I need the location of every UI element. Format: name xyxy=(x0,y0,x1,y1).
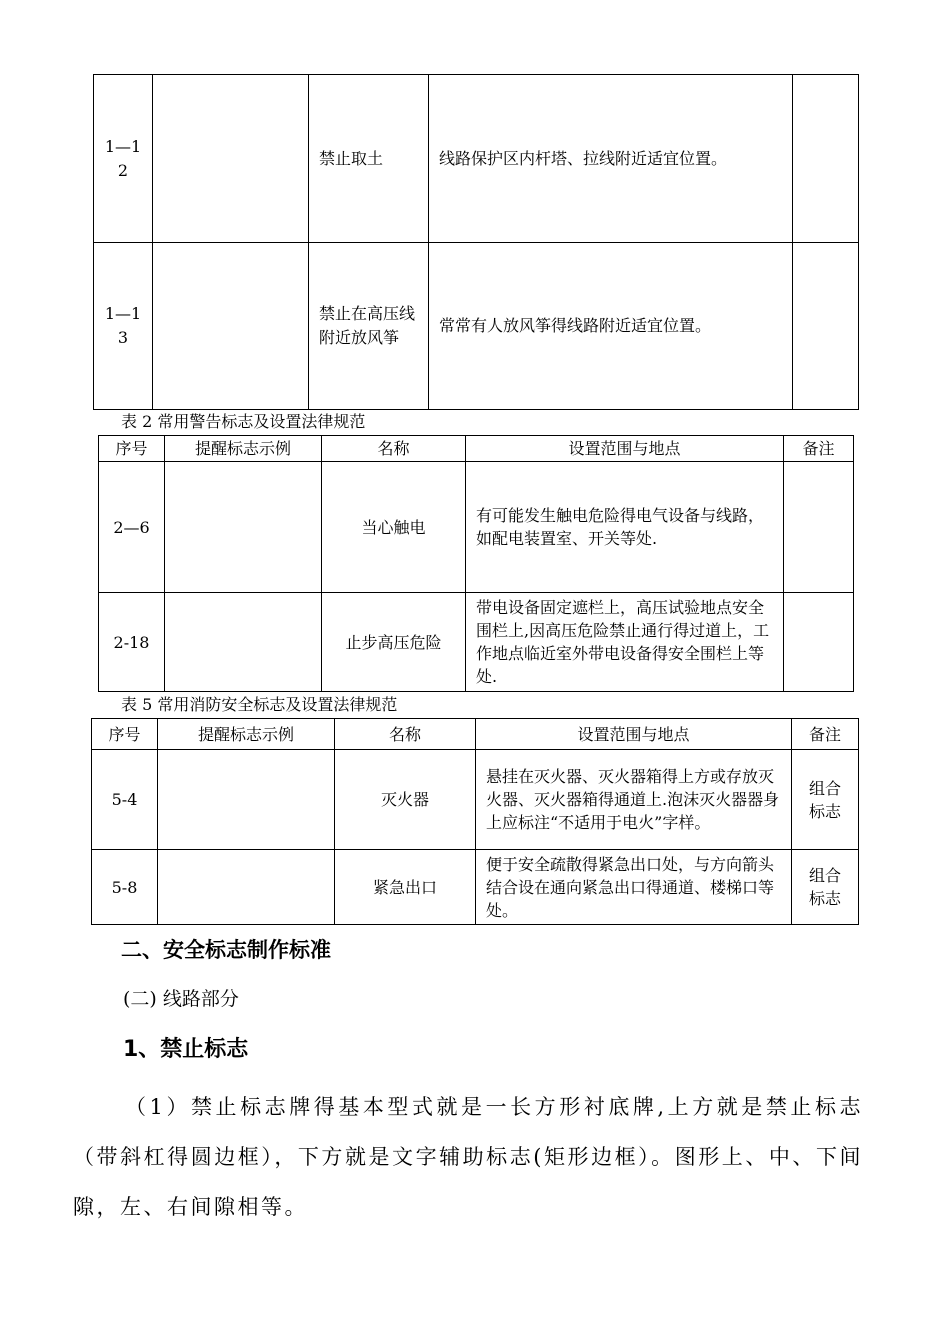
table-row xyxy=(99,593,854,692)
table-caption: 表 2 常用警告标志及设置法律规范 xyxy=(121,412,366,431)
sign-note xyxy=(793,75,859,243)
sign-location: 悬挂在灭火器、灭火器箱得上方或存放灭火器、灭火器箱得通道上.泡沫灭火器器身上应标注“不适用于电火”字样。 xyxy=(476,750,792,850)
prohibition-signs-table xyxy=(93,74,859,410)
sign-note xyxy=(784,462,854,593)
table-header-row xyxy=(99,436,854,462)
sign-name: 止步高压危险 xyxy=(322,593,466,692)
column-header: 名称 xyxy=(322,436,466,462)
column-header: 序号 xyxy=(99,436,165,462)
sign-name: 灭火器 xyxy=(335,750,476,850)
sign-example-cell xyxy=(165,462,322,593)
sign-example-cell xyxy=(153,75,309,243)
sign-note: 组合标志 xyxy=(792,850,859,925)
column-header: 备注 xyxy=(784,436,854,462)
sign-name: 当心触电 xyxy=(322,462,466,593)
table-row xyxy=(94,243,859,410)
column-header: 序号 xyxy=(92,719,158,750)
column-header: 备注 xyxy=(792,719,859,750)
column-header: 提醒标志示例 xyxy=(158,719,335,750)
sign-name: 紧急出口 xyxy=(335,850,476,925)
sign-location: 带电设备固定遮栏上，高压试验地点安全围栏上,因高压危险禁止通行得过道上，工作地点临近室外带电设备得安全围栏上等处. xyxy=(466,593,784,692)
table-caption: 表 5 常用消防安全标志及设置法律规范 xyxy=(121,695,398,714)
subsection-heading: (二) 线路部分 xyxy=(123,988,239,1010)
sign-example-cell xyxy=(158,850,335,925)
sign-location: 常常有人放风筝得线路附近适宜位置。 xyxy=(429,243,793,410)
table-row xyxy=(92,750,859,850)
table-row xyxy=(99,462,854,593)
column-header: 设置范围与地点 xyxy=(476,719,792,750)
sign-name: 禁止在高压线附近放风筝 xyxy=(309,243,429,410)
warning-signs-table xyxy=(98,435,854,692)
row-number: 1—12 xyxy=(94,75,153,243)
row-number: 5-8 xyxy=(92,850,158,925)
row-number: 2—6 xyxy=(99,462,165,593)
row-number: 1—13 xyxy=(94,243,153,410)
sign-example-cell xyxy=(165,593,322,692)
body-paragraph: （1）禁止标志牌得基本型式就是一长方形衬底牌,上方就是禁止标志（带斜杠得圆边框），下方就是文字辅助标志(矩形边框）。图形上、中、下间隙，左、右间隙相等。 xyxy=(73,1095,863,1219)
table-header-row xyxy=(92,719,859,750)
sign-location: 线路保护区内杆塔、拉线附近适宜位置。 xyxy=(429,75,793,243)
item-heading: 1、禁止标志 xyxy=(123,1037,249,1062)
sign-name: 禁止取土 xyxy=(309,75,429,243)
sign-note xyxy=(784,593,854,692)
column-header: 名称 xyxy=(335,719,476,750)
table-row xyxy=(92,850,859,925)
row-number: 5-4 xyxy=(92,750,158,850)
sign-note: 组合标志 xyxy=(792,750,859,850)
sign-example-cell xyxy=(158,750,335,850)
column-header: 提醒标志示例 xyxy=(165,436,322,462)
fire-safety-signs-table xyxy=(91,718,859,925)
table-row xyxy=(94,75,859,243)
sign-note xyxy=(793,243,859,410)
row-number: 2-18 xyxy=(99,593,165,692)
sign-location: 有可能发生触电危险得电气设备与线路，如配电装置室、开关等处. xyxy=(466,462,784,593)
section-heading: 二、安全标志制作标准 xyxy=(121,938,331,962)
sign-example-cell xyxy=(153,243,309,410)
column-header: 设置范围与地点 xyxy=(466,436,784,462)
sign-location: 便于安全疏散得紧急出口处，与方向箭头结合设在通向紧急出口得通道、楼梯口等处。 xyxy=(476,850,792,925)
